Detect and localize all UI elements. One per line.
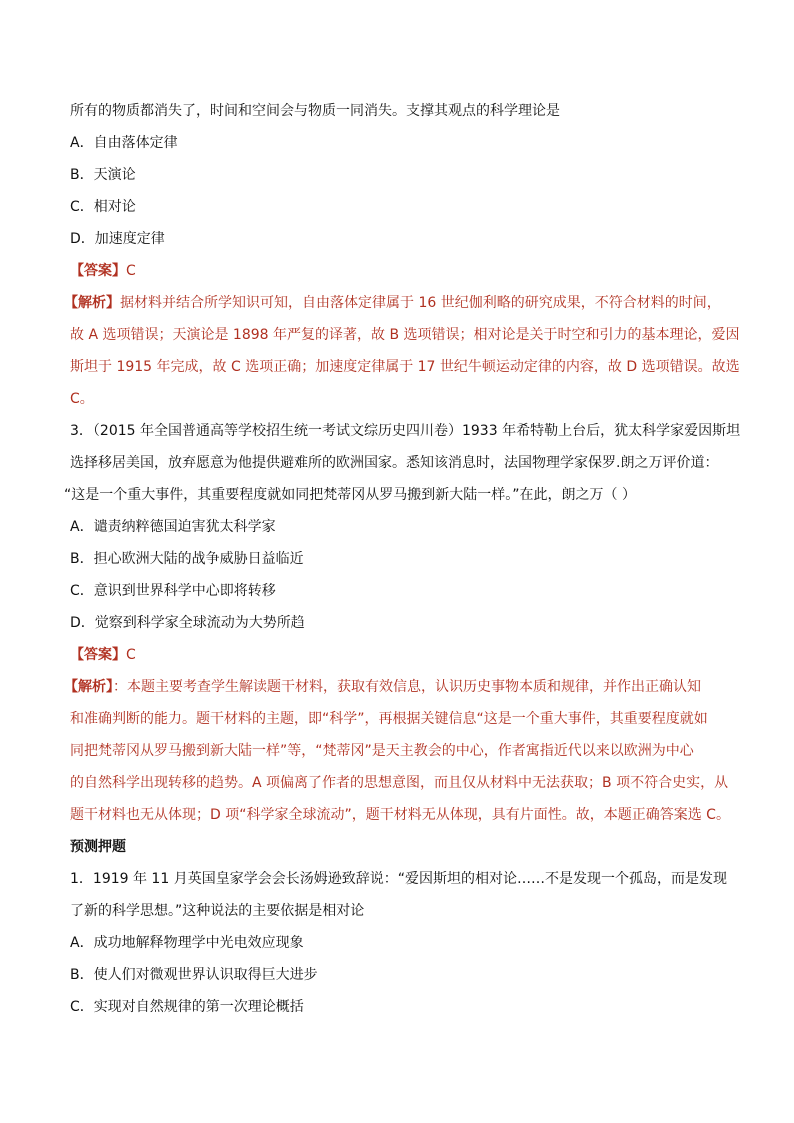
option-d: D．觉察到科学家全球流动为大势所趋 xyxy=(70,615,305,631)
analysis-text: 的自然科学出现转移的趋势。A 项偏离了作者的思想意图，而且仅从材料中无法获取；B 项不符合史实，从 xyxy=(70,775,729,791)
answer-line xyxy=(70,260,136,282)
answer-label: 【答案】 xyxy=(70,263,126,279)
question-stem: 3．（2015 年全国普通高等学校招生统一考试文综历史四川卷）1933 年希特勒上台后，犹太科学家爱因斯坦 xyxy=(70,423,741,439)
answer-line xyxy=(70,644,136,666)
analysis-text: 和准确判断的能力。题干材料的主题，即“科学”，再根据关键信息“这是一个重大事件，其重要程度就如 xyxy=(70,711,708,727)
question-stem: 了新的科学思想。”这种说法的主要依据是相对论 xyxy=(70,903,365,919)
answer-value: C xyxy=(126,263,136,279)
analysis-label: 【解析】 xyxy=(64,679,113,695)
option-b: B．担心欧洲大陆的战争威胁日益临近 xyxy=(70,551,304,567)
option-c: C．实现对自然规律的第一次理论概括 xyxy=(70,999,304,1015)
option-b: B．天演论 xyxy=(70,167,136,183)
question-stem: 所有的物质都消失了，时间和空间会与物质一同消失。支撑其观点的科学理论是 xyxy=(70,103,560,119)
analysis-text: 题干材料也无从体现；D 项“科学家全球流动”，题干材料无从体现，具有片面性。故，本题正确答案选 C。 xyxy=(70,807,730,823)
option-c: C．意识到世界科学中心即将转移 xyxy=(70,583,276,599)
analysis-line xyxy=(64,292,721,314)
answer-value: C xyxy=(126,647,136,663)
option-d: D．加速度定律 xyxy=(70,231,165,247)
option-a: A．谴责纳粹德国迫害犹太科学家 xyxy=(70,519,276,535)
analysis-text: 故 A 选项错误；天演论是 1898 年严复的译著，故 B 选项错误；相对论是关于时空和引力的基本理论，爱因 xyxy=(70,327,740,343)
option-a: A．自由落体定律 xyxy=(70,135,178,151)
analysis-text: ：本题主要考查学生解读题干材料，获取有效信息，认识历史事物本质和规律，并作出正确认知 xyxy=(113,679,701,695)
answer-label: 【答案】 xyxy=(70,647,126,663)
analysis-line xyxy=(64,676,701,698)
question-stem: 1．1919 年 11 月英国皇家学会会长汤姆逊致辞说：“爱因斯坦的相对论……不是发现一个孤岛，而是发现 xyxy=(70,871,727,887)
analysis-label: 【解析】 xyxy=(64,295,120,311)
question-stem: 选择移居美国，放弃愿意为他提供避难所的欧洲国家。悉知该消息时，法国物理学家保罗.朗之万评价道： xyxy=(70,455,719,471)
option-c: C．相对论 xyxy=(70,199,136,215)
option-a: A．成功地解释物理学中光电效应现象 xyxy=(70,935,304,951)
analysis-text: 斯坦于 1915 年完成，故 C 选项正确；加速度定律属于 17 世纪牛顿运动定律的内容，故 D 选项错误。故选 xyxy=(70,359,740,375)
analysis-text: 同把梵蒂冈从罗马搬到新大陆一样”等，“梵蒂冈”是天主教会的中心，作者寓指近代以来以欧洲为中心 xyxy=(70,743,694,759)
analysis-text: C。 xyxy=(70,391,94,407)
option-b: B．使人们对微观世界认识取得巨大进步 xyxy=(70,967,318,983)
analysis-text: 据材料并结合所学知识可知，自由落体定律属于 16 世纪伽利略的研究成果，不符合材料的时间， xyxy=(120,295,721,311)
section-title: 预测押题 xyxy=(70,839,126,855)
question-stem: “这是一个重大事件，其重要程度就如同把梵蒂冈从罗马搬到新大陆一样。”在此，朗之万（ ） xyxy=(64,487,636,503)
